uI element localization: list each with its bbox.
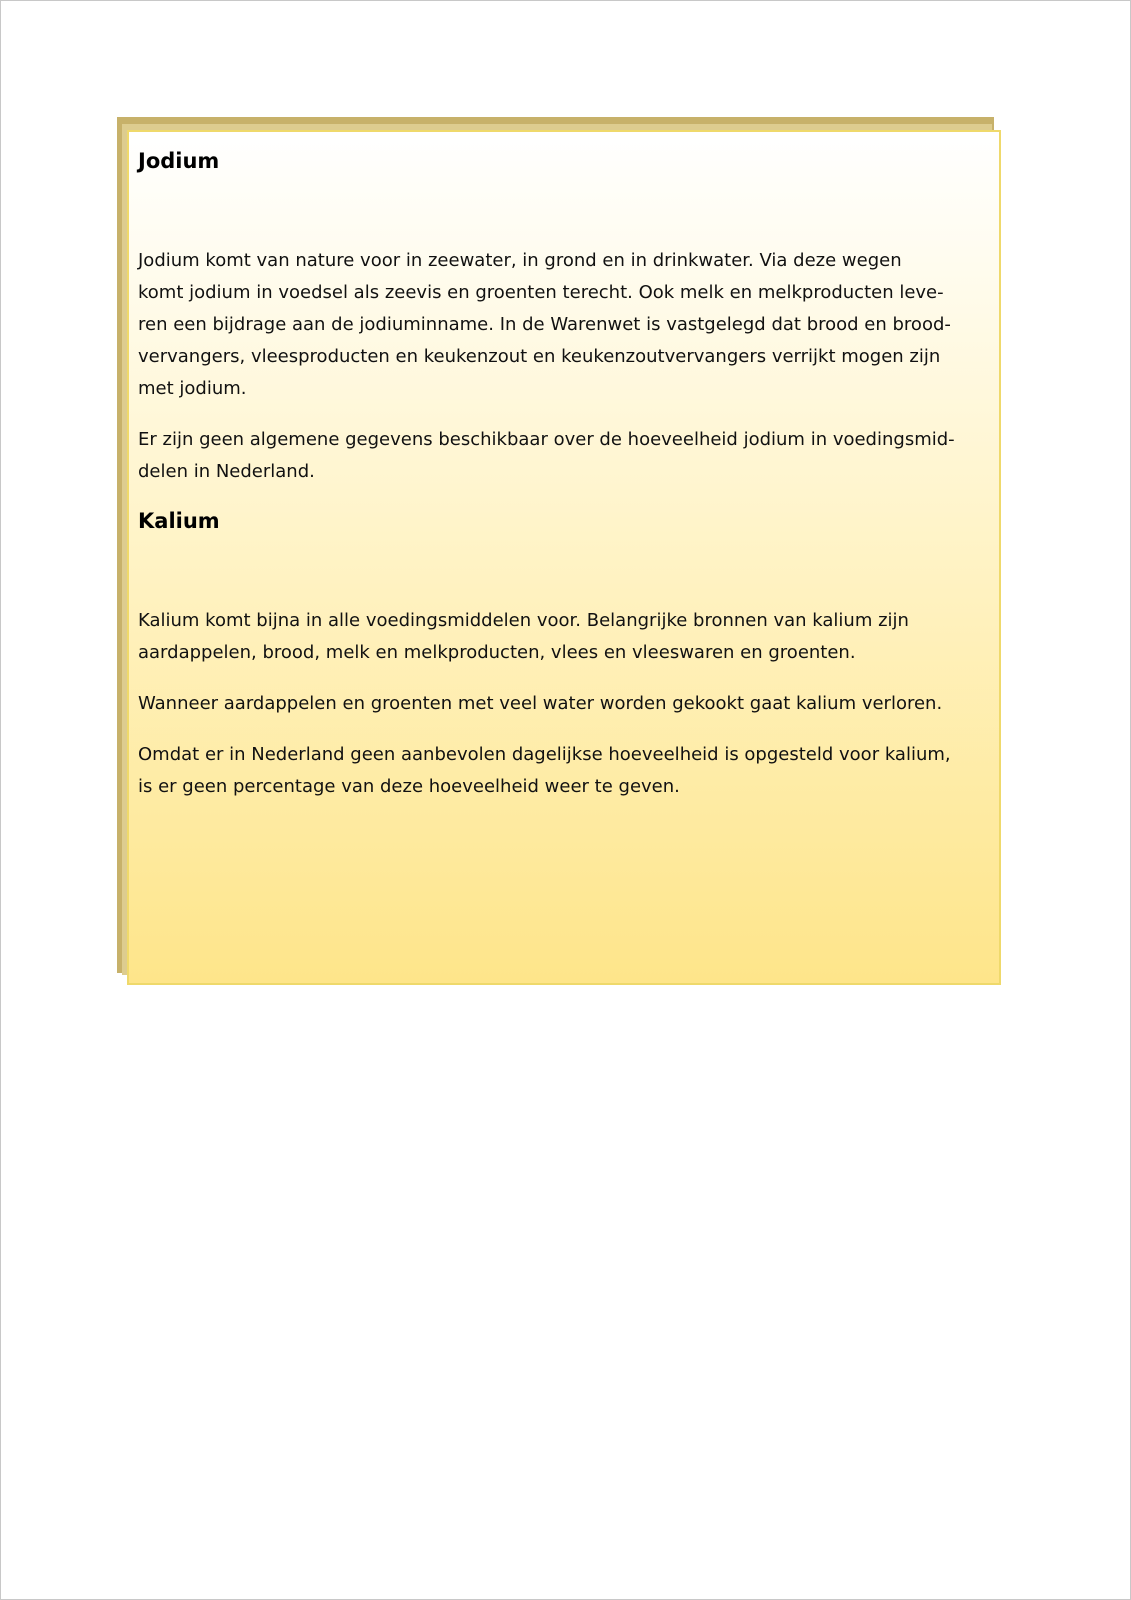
paragraph-jodium-sources — [138, 245, 987, 405]
text-line: Omdat er in Nederland geen aanbevolen dagelijkse hoeveelheid is opgesteld voor kalium, — [138, 744, 951, 765]
text-line: met jodium. — [138, 378, 247, 399]
text-line: Er zijn geen algemene gegevens beschikbaar over de hoeveelheid jodium in voedingsmid- — [138, 429, 955, 450]
paragraph-kalium-sources — [138, 605, 987, 669]
text-line: ren een bijdrage aan de jodiuminname. In de Warenwet is vastgelegd dat brood en brood- — [138, 314, 951, 335]
text-line: Wanneer aardappelen en groenten met veel water worden gekookt gaat kalium verloren. — [138, 693, 943, 714]
section-title-kalium: Kalium — [138, 509, 220, 533]
text-line: Jodium komt van nature voor in zeewater, in grond en in drinkwater. Via deze wegen — [138, 250, 902, 271]
text-line: vervangers, vleesproducten en keukenzout en keukenzoutvervangers verrijkt mogen zijn — [138, 346, 941, 367]
text-line: is er geen percentage van deze hoeveelheid weer te geven. — [138, 776, 680, 797]
paragraph-kalium-cooking — [138, 688, 987, 720]
section-title-jodium: Jodium — [138, 149, 220, 173]
text-line: delen in Nederland. — [138, 461, 315, 482]
text-line: komt jodium in voedsel als zeevis en groenten terecht. Ook melk en melkproducten leve- — [138, 282, 944, 303]
info-box — [127, 130, 1001, 985]
paragraph-jodium-data — [138, 424, 987, 488]
text-line: aardappelen, brood, melk en melkproducten, vlees en vleeswaren en groenten. — [138, 642, 856, 663]
text-line: Kalium komt bijna in alle voedingsmiddelen voor. Belangrijke bronnen van kalium zijn — [138, 610, 909, 631]
paragraph-kalium-recommendation — [138, 739, 987, 803]
